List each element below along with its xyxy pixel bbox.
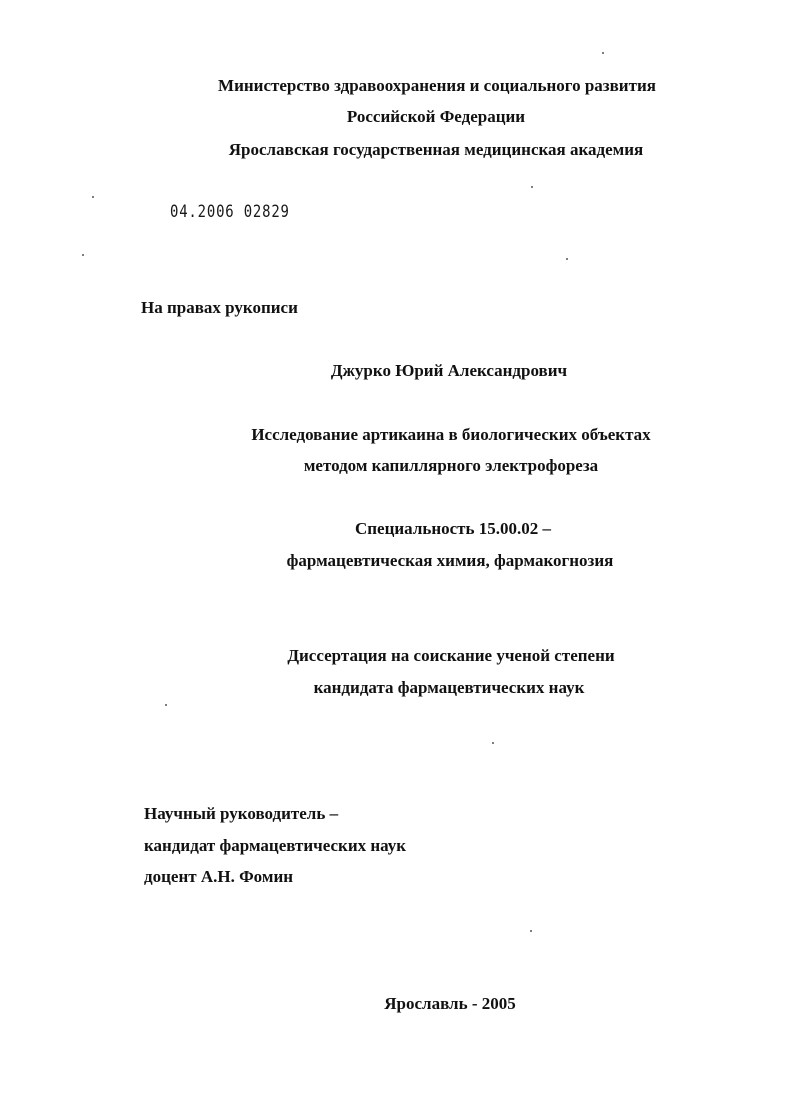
specialty-line-2: фармацевтическая химия, фармакогнозия (286, 551, 614, 570)
supervisor-line-1: Научный руководитель – (144, 804, 339, 823)
author-name: Джурко Юрий Александрович (330, 361, 568, 380)
scan-speck (530, 930, 532, 932)
thesis-title-line-1: Исследование артикаина в биологических объектах (251, 425, 651, 444)
city-year: Ярославль - 2005 (384, 994, 516, 1013)
supervisor-line-3: доцент А.Н. Фомин (144, 867, 294, 886)
dissertation-line-2: кандидата фармацевтических наук (313, 678, 585, 697)
scan-speck (82, 254, 84, 256)
scan-speck (602, 52, 604, 54)
specialty-line-1: Специальность 15.00.02 – (354, 519, 552, 538)
thesis-title-line-2: методом капиллярного электрофореза (303, 456, 599, 475)
academy-line: Ярославская государственная медицинская академия (228, 140, 644, 159)
supervisor-line-2: кандидат фармацевтических наук (144, 836, 407, 855)
scan-speck (566, 258, 568, 260)
manuscript-rights: На правах рукописи (141, 298, 298, 317)
scan-speck (531, 186, 533, 188)
scan-speck (165, 704, 167, 706)
registration-stamp: 04.2006 02829 (170, 202, 290, 222)
federation-line: Российской Федерации (346, 107, 526, 126)
ministry-line: Министерство здравоохранения и социального развития (218, 76, 656, 95)
dissertation-line-1: Диссертация на соискание ученой степени (287, 646, 615, 665)
scan-speck (92, 196, 94, 198)
scan-speck (492, 742, 494, 744)
